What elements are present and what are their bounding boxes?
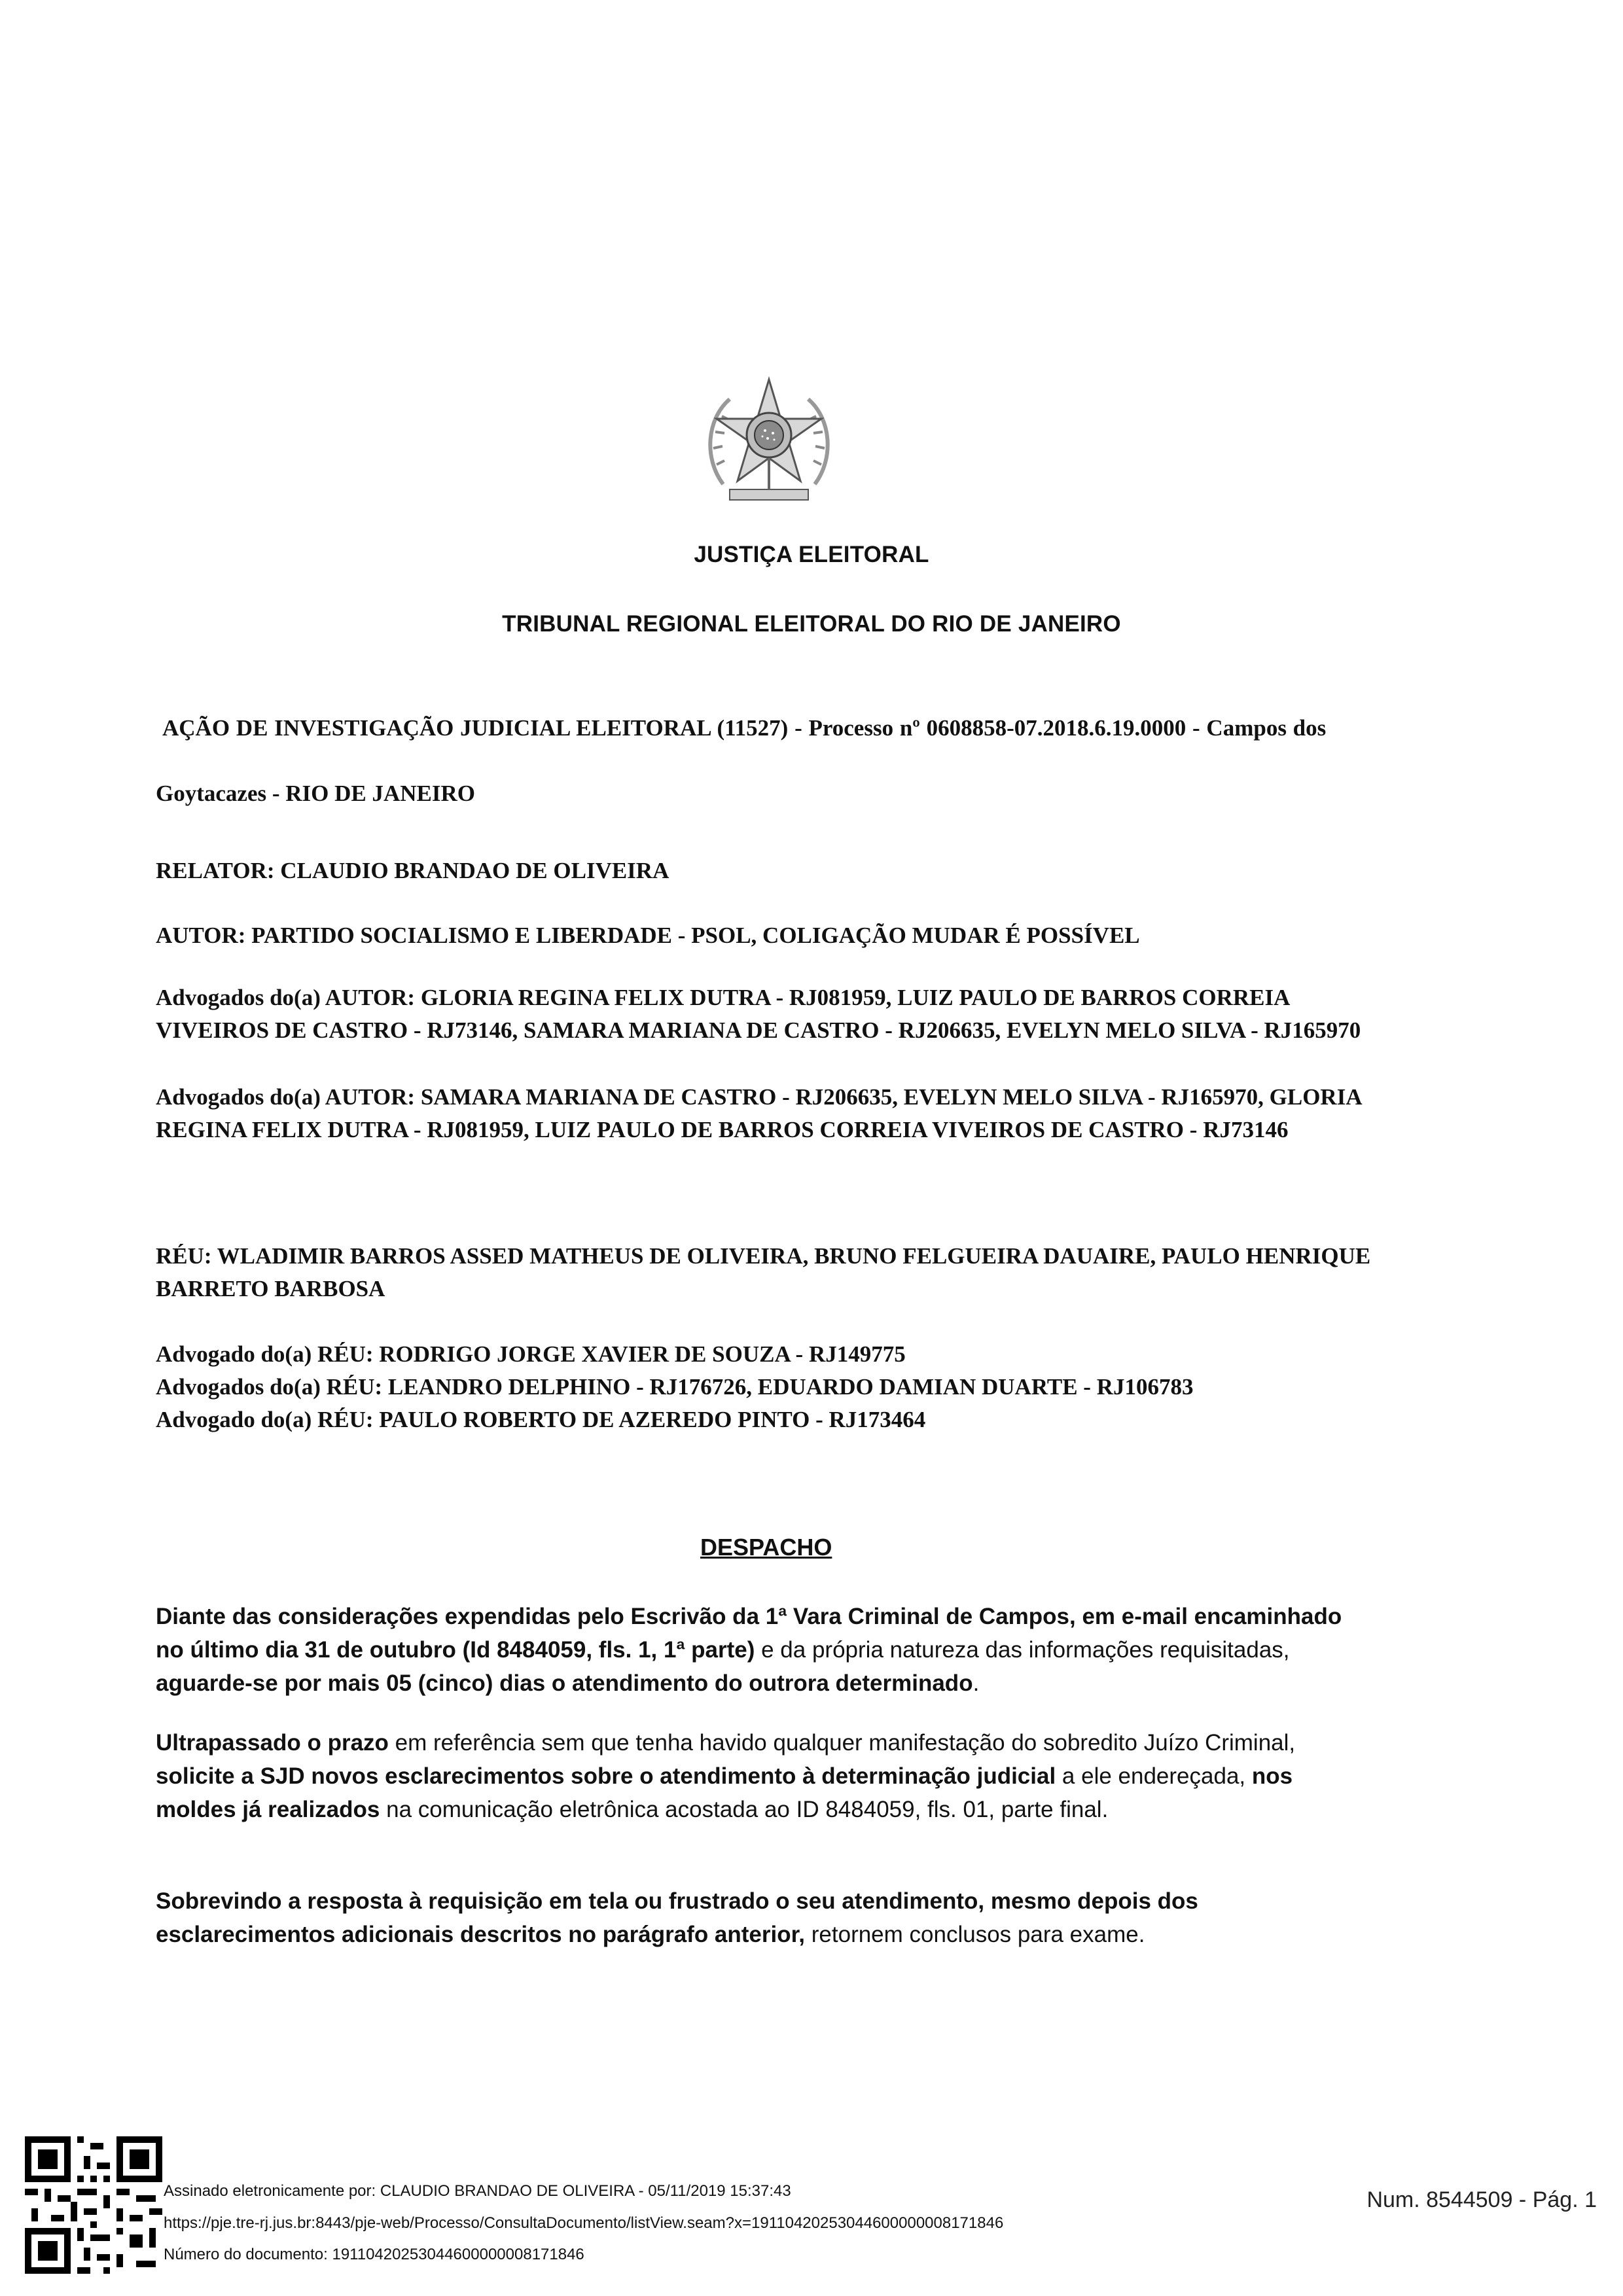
p1-bold-1: Diante das considerações expendidas pelo Escrivão da 1ª Vara Criminal de Campos, em e-mail encaminhado no último dia 31 de outubro (Id 8484059, fls. 1, 1ª parte) (156, 1604, 1342, 1663)
despacho-paragraph-3 (156, 1884, 1366, 1951)
reu: RÉU: WLADIMIR BARROS ASSED MATHEUS DE OLIVEIRA, BRUNO FELGUEIRA DAUAIRE, PAULO HENRIQUE BARRETO BARBOSA (156, 1243, 1371, 1301)
process-line-1: AÇÃO DE INVESTIGAÇÃO JUDICIAL ELEITORAL (11527) - Processo nº 0608858-07.2018.6.19.0000 - Campos dos (162, 715, 1327, 741)
p1-text-1: e da própria natureza das informações requisitadas, (755, 1637, 1290, 1663)
qr-code-icon[interactable] (25, 2136, 162, 2274)
p2-bold-1: Ultrapassado o prazo (156, 1730, 389, 1756)
brazil-coat-of-arms-icon (697, 373, 841, 517)
despacho-title: DESPACHO (700, 1534, 832, 1561)
p2-text-2: a ele endereçada, (1056, 1763, 1252, 1789)
advogado-reu-2: Advogados do(a) RÉU: LEANDRO DELPHINO - RJ176726, EDUARDO DAMIAN DUARTE - RJ106783 (156, 1374, 1194, 1400)
p2-bold-2: solicite a SJD novos esclarecimentos sobre o atendimento à determinação judicial (156, 1763, 1056, 1789)
document-number: Número do documento: 19110420253044600000008171846 (164, 2246, 584, 2263)
p1-text-2: . (972, 1670, 980, 1696)
advogados-autor-2: Advogados do(a) AUTOR: SAMARA MARIANA DE CASTRO - RJ206635, EVELYN MELO SILVA - RJ165970, GLORIA REGINA FELIX DUTRA - RJ081959, LUIZ PAULO DE BARROS CORREIA VIVEIROS DE CASTRO - RJ73146 (156, 1084, 1361, 1142)
despacho-paragraph-1 (156, 1600, 1366, 1700)
despacho-paragraph-2 (156, 1726, 1366, 1826)
page-number: Num. 8544509 - Pág. 1 (1366, 2187, 1597, 2212)
p2-bold-3: nos moldes já realizados (156, 1763, 1293, 1822)
p3-text-1: retornem conclusos para exame. (805, 1922, 1145, 1947)
advogado-reu-3: Advogado do(a) RÉU: PAULO ROBERTO DE AZEREDO PINTO - RJ173464 (156, 1407, 926, 1432)
institution-title: JUSTIÇA ELEITORAL (694, 542, 929, 567)
court-title: TRIBUNAL REGIONAL ELEITORAL DO RIO DE JANEIRO (502, 611, 1121, 637)
p2-text-1: em referência sem que tenha havido qualquer manifestação do sobredito Juízo Criminal, (388, 1730, 1296, 1756)
p1-bold-2: aguarde-se por mais 05 (cinco) dias o atendimento do outrora determinado (156, 1670, 973, 1696)
document-url[interactable]: https://pje.tre-rj.jus.br:8443/pje-web/Processo/ConsultaDocumento/listView.seam?x=19110420253044600000008171846 (164, 2214, 1004, 2232)
relator: RELATOR: CLAUDIO BRANDAO DE OLIVEIRA (156, 858, 669, 883)
signature-info: Assinado eletronicamente por: CLAUDIO BRANDAO DE OLIVEIRA - 05/11/2019 15:37:43 (164, 2182, 791, 2200)
p3-bold-1: Sobrevindo a resposta à requisição em tela ou frustrado o seu atendimento, mesmo depois dos esclarecimentos adicionais descritos no parágrafo anterior, (156, 1888, 1198, 1947)
p2-text-3: na comunicação eletrônica acostada ao ID 8484059, fls. 01, parte final. (380, 1797, 1109, 1822)
advogados-reu (156, 1338, 1399, 1436)
autor: AUTOR: PARTIDO SOCIALISMO E LIBERDADE - PSOL, COLIGAÇÃO MUDAR É POSSÍVEL (156, 923, 1140, 948)
advogado-reu-1: Advogado do(a) RÉU: RODRIGO JORGE XAVIER DE SOUZA - RJ149775 (156, 1341, 906, 1367)
process-line-2: Goytacazes - RIO DE JANEIRO (156, 781, 476, 806)
advogados-autor-1: Advogados do(a) AUTOR: GLORIA REGINA FELIX DUTRA - RJ081959, LUIZ PAULO DE BARROS CORREIA VIVEIROS DE CASTRO - RJ73146, SAMARA MARIANA DE CASTRO - RJ206635, EVELYN MELO SILVA - RJ165970 (156, 985, 1361, 1043)
